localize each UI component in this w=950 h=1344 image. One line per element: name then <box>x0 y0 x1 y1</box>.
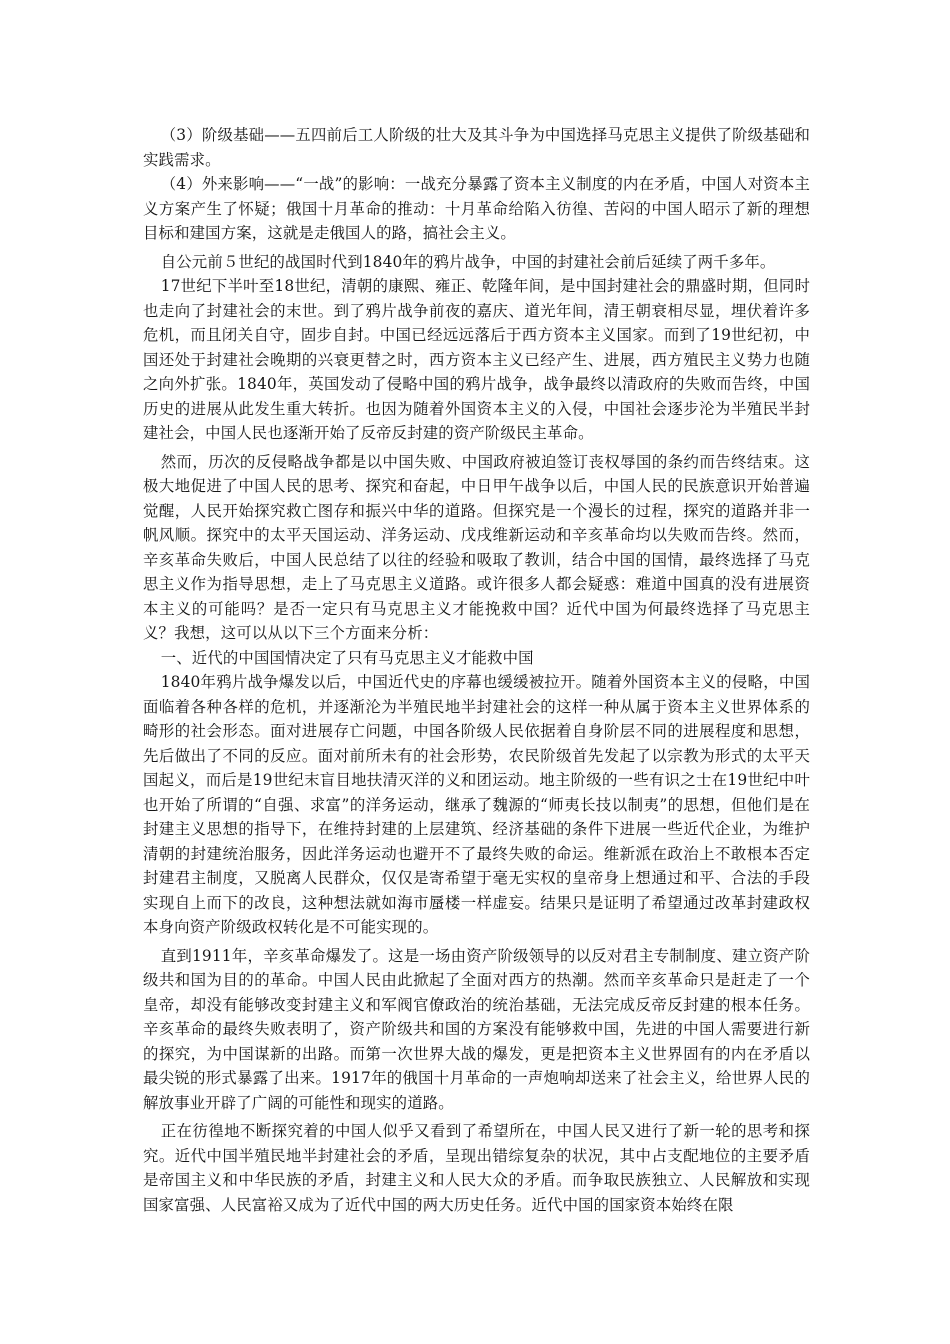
paragraph-qing-history: 17世纪下半叶至18世纪，清朝的康熙、雍正、乾隆年间，是中国封建社会的鼎盛时期，但同时也走向了封建社会的末世。到了鸦片战争前夜的嘉庆、道光年间，清王朝衰相尽显，埋伏着许多危机，而且闭关自守，固步自封。中国已经远远落后于西方资本主义国家。而到了19世纪初，中国还处于封建社会晚期的兴衰更替之时，西方资本主义已经产生、进展，西方殖民主义势力也随之向外扩张。1840年，英国发动了侵略中国的鸦片战争，战争最终以清政府的失败而告终，中国历史的进展从此发生重大转折。也因为随着外国资本主义的入侵，中国社会逐步沦为半殖民半封建社会，中国人民也逐渐开始了反帝反封建的资产阶级民主革命。 <box>143 277 810 442</box>
paragraph-opium-war: 1840年鸦片战争爆发以后，中国近代史的序幕也缓缓被拉开。随着外国资本主义的侵略，中国面临着各种各样的危机，并逐渐沦为半殖民地半封建社会的这样一种从属于资本主义世界体系的畸形的社会形态。面对进展存亡问题，中国各阶级人民依据着自身阶层不同的进展程度和思想，先后做出了不同的反应。面对前所未有的社会形势，农民阶级首先发起了以宗教为形式的太平天国起义，而后是19世纪末盲目地扶清灭洋的义和团运动。地主阶级的一些有识之士在19世纪中叶也开始了所谓的“自强、求富”的洋务运动，继承了魏源的“师夷长技以制夷”的思想，但他们是在封建主义思想的指导下，在维持封建的上层建筑、经济基础的条件下进展一些近代企业，为维护清朝的封建统治服务，因此洋务运动也避开不了最终失败的命运。维新派在政治上不敢根本否定封建君主制度，又脱离人民群众，仅仅是寄希望于毫无实权的皇帝身上想通过和平、合法的手段实现自上而下的改良，这种想法就如海市蜃楼一样虚妄。结果只是证明了希望通过改革封建政权本身向资产阶级政权转化是不可能实现的。 <box>143 673 810 936</box>
paragraph-feudal-duration: 自公元前５世纪的战国时代到1840年的鸦片战争，中国的封建社会前后延续了两千多年。 <box>160 252 776 271</box>
paragraph-exploration: 然而，历次的反侵略战争都是以中国失败、中国政府被迫签订丧权辱国的条约而告终结束。这极大地促进了中国人民的思考、探究和奋起，中日甲午战争以后，中国人民的民族意识开始普遍觉醒，人民开始探究救亡图存和振兴中华的道路。但探究是一个漫长的过程，探究的道路并非一帆风顺。探究中的太平天国运动、洋务运动、戊戌维新运动和辛亥革命均以失败而告终。然而，辛亥革命失败后，中国人民总结了以往的经验和吸取了教训，结合中国的国情，最终选择了马克思主义作为指导思想，走上了马克思主义道路。或许很多人都会疑惑：难道中国真的没有进展资本主义的可能吗？是否一定只有马克思主义才能挽救中国？近代中国为何最终选择了马克思主义？我想，这可以从以下三个方面来分析： <box>143 452 810 642</box>
document-body <box>143 123 810 1217</box>
paragraph-class-basis: （3）阶级基础——五四前后工人阶级的壮大及其斗争为中国选择马克思主义提供了阶级基础和实践需求。 <box>143 126 810 169</box>
paragraph-foreign-influence: （4）外来影响——“一战”的影响：一战充分暴露了资本主义制度的内在矛盾，中国人对资本主义方案产生了怀疑；俄国十月革命的推动：十月革命给陷入彷徨、苦闷的中国人昭示了新的理想目标和建国方案，这就是走俄国人的路，搞社会主义。 <box>143 175 810 242</box>
section-heading-one: 一、近代的中国国情决定了只有马克思主义才能救中国 <box>160 648 534 667</box>
paragraph-new-exploration: 正在彷徨地不断探究着的中国人似乎又看到了希望所在，中国人民又进行了新一轮的思考和探究。近代中国半殖民地半封建社会的矛盾，呈现出错综复杂的状况，其中占支配地位的主要矛盾是帝国主义和中华民族的矛盾，封建主义和人民大众的矛盾。而争取民族独立、人民解放和实现国家富强、人民富裕又成为了近代中国的两大历史任务。近代中国的国家资本始终在限 <box>143 1122 810 1214</box>
paragraph-xinhai-revolution: 直到1911年，辛亥革命爆发了。这是一场由资产阶级领导的以反对君主专制制度、建立资产阶级共和国为目的的革命。中国人民由此掀起了全面对西方的热潮。然而辛亥革命只是赶走了一个皇帝，却没有能够改变封建主义和军阀官僚政治的统治基础，无法完成反帝反封建的根本任务。辛亥革命的最终失败表明了，资产阶级共和国的方案没有能够救中国，先进的中国人需要进行新的探究，为中国谋新的出路。而第一次世界大战的爆发，更是把资本主义世界固有的内在矛盾以最尖锐的形式暴露了出来。1917年的俄国十月革命的一声炮响却送来了社会主义，给世界人民的解放事业开辟了广阔的可能性和现实的道路。 <box>143 946 810 1112</box>
